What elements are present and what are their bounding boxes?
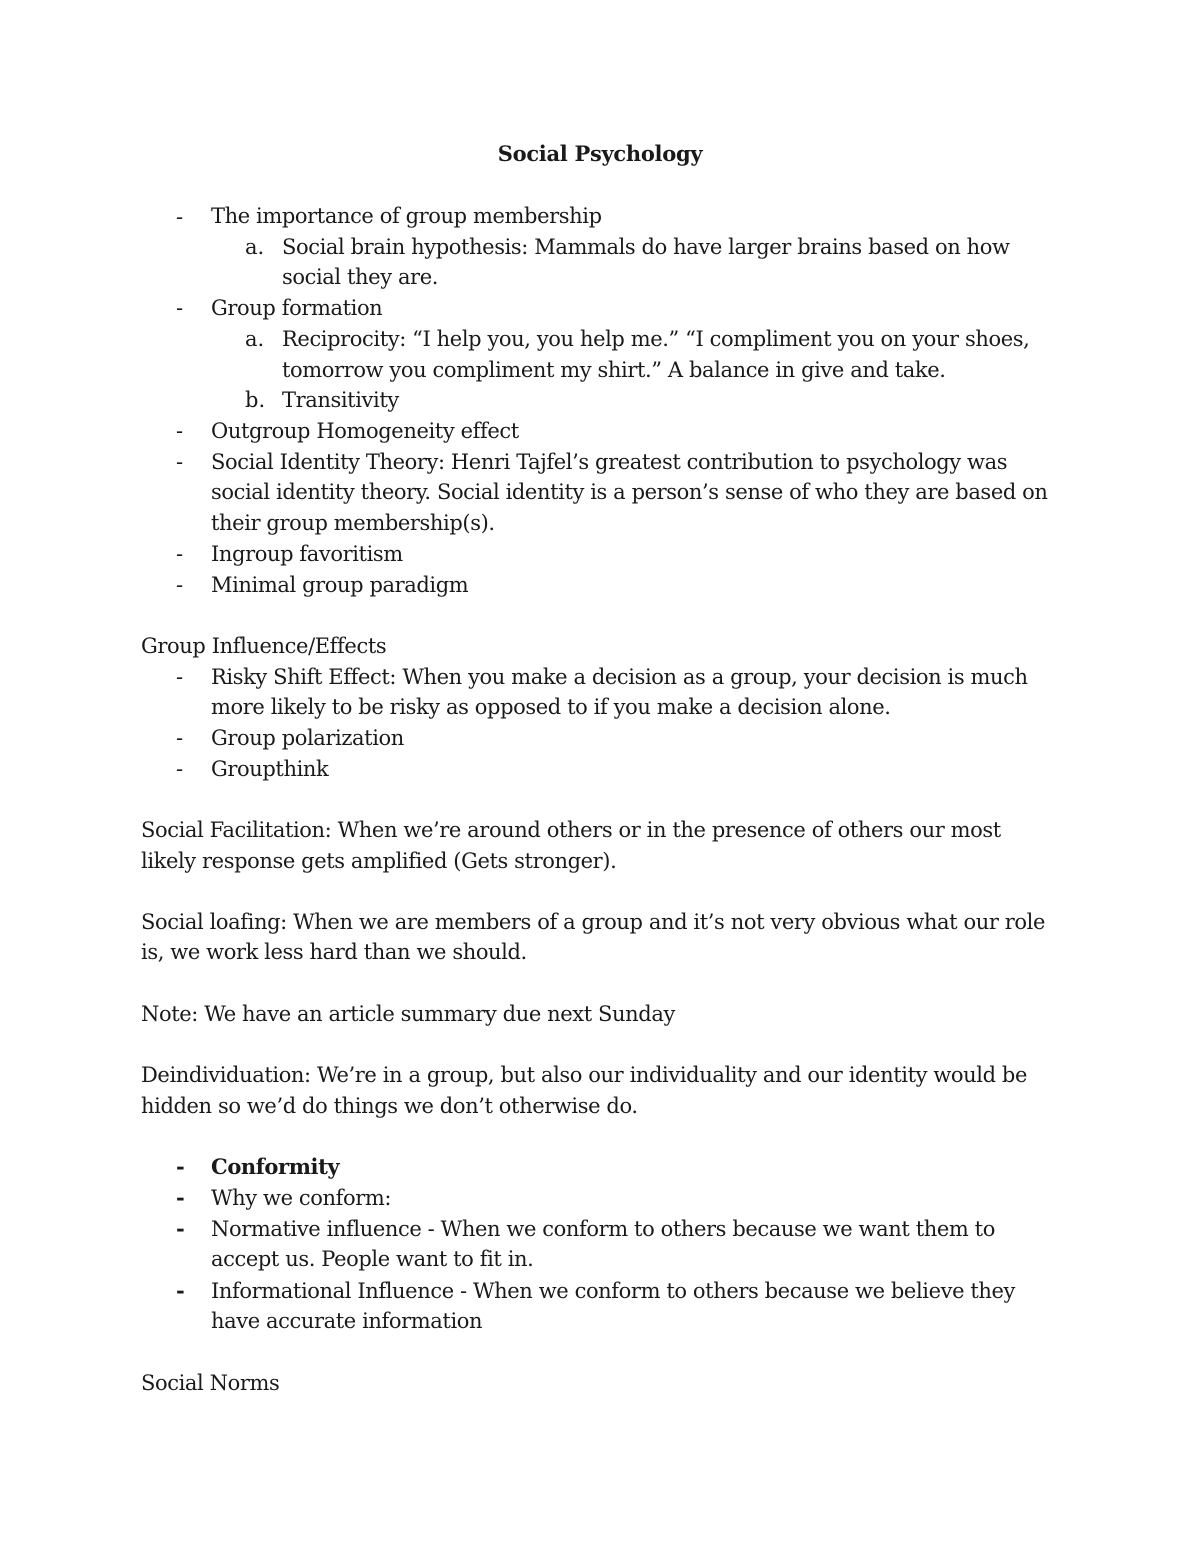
bullet-dash: - bbox=[176, 726, 184, 750]
paragraph-social-facilitation-line2: likely response gets amplified (Gets stronger). bbox=[141, 849, 617, 873]
sub-item-reciprocity-line2: tomorrow you compliment my shirt.” A balance in give and take. bbox=[282, 358, 946, 382]
bullet-dash: - bbox=[176, 1216, 185, 1241]
bullet-dash: - bbox=[176, 665, 184, 689]
list-item-conformity: Conformity bbox=[211, 1154, 340, 1179]
bullet-dash: - bbox=[176, 1278, 185, 1303]
list-item-informational-influence-line2: have accurate information bbox=[211, 1309, 483, 1333]
document-title: Social Psychology bbox=[497, 141, 703, 166]
list-item-risky-shift-line2: more likely to be risky as opposed to if you make a decision alone. bbox=[211, 695, 891, 719]
list-item-why-we-conform: Why we conform: bbox=[211, 1186, 392, 1210]
list-item-group-polarization: Group polarization bbox=[211, 726, 404, 750]
paragraph-deindividuation-line2: hidden so we’d do things we don’t otherwise do. bbox=[141, 1094, 638, 1118]
sub-item-social-brain-line2: social they are. bbox=[282, 265, 439, 289]
list-item-informational-influence-line1: Informational Influence - When we conform to others because we believe they bbox=[211, 1279, 1016, 1303]
paragraph-note: Note: We have an article summary due next Sunday bbox=[141, 1002, 675, 1026]
list-item-normative-influence-line2: accept us. People want to fit in. bbox=[211, 1247, 534, 1271]
sub-item-marker: a. bbox=[245, 235, 265, 259]
list-item-ingroup-favoritism: Ingroup favoritism bbox=[211, 542, 403, 566]
heading-group-influence: Group Influence/Effects bbox=[141, 634, 387, 658]
list-item-normative-influence-line1: Normative influence - When we conform to others because we want them to bbox=[211, 1217, 995, 1241]
bullet-dash: - bbox=[176, 757, 184, 781]
list-item-minimal-group-paradigm: Minimal group paradigm bbox=[211, 573, 469, 597]
paragraph-deindividuation-line1: Deindividuation: We’re in a group, but also our individuality and our identity would be bbox=[141, 1063, 1027, 1087]
bullet-dash: - bbox=[176, 1154, 185, 1179]
list-item-outgroup-homogeneity: Outgroup Homogeneity effect bbox=[211, 419, 519, 443]
sub-item-social-brain-line1: Social brain hypothesis: Mammals do have larger brains based on how bbox=[282, 235, 1010, 259]
sub-item-reciprocity-line1: Reciprocity: “I help you, you help me.” “I compliment you on your shoes, bbox=[282, 327, 1030, 351]
list-item-risky-shift-line1: Risky Shift Effect: When you make a decision as a group, your decision is much bbox=[211, 665, 1028, 689]
list-item-group-formation: Group formation bbox=[211, 296, 383, 320]
list-item-social-identity-line1: Social Identity Theory: Henri Tajfel’s greatest contribution to psychology was bbox=[211, 450, 1008, 474]
paragraph-social-facilitation-line1: Social Facilitation: When we’re around others or in the presence of others our most bbox=[141, 818, 1001, 842]
bullet-dash: - bbox=[176, 1185, 185, 1210]
list-item-social-identity-line3: their group membership(s). bbox=[211, 511, 495, 535]
paragraph-social-loafing-line2: is, we work less hard than we should. bbox=[141, 940, 527, 964]
bullet-dash: - bbox=[176, 542, 184, 566]
list-item-importance-group-membership: The importance of group membership bbox=[211, 204, 602, 228]
paragraph-social-loafing-line1: Social loafing: When we are members of a group and it’s not very obvious what our role bbox=[141, 910, 1045, 934]
list-item-groupthink: Groupthink bbox=[211, 757, 329, 781]
sub-item-marker: b. bbox=[245, 388, 266, 412]
sub-item-transitivity: Transitivity bbox=[282, 388, 399, 412]
bullet-dash: - bbox=[176, 205, 184, 229]
sub-item-marker: a. bbox=[245, 327, 265, 351]
list-item-social-identity-line2: social identity theory. Social identity is a person’s sense of who they are based on bbox=[211, 480, 1048, 504]
bullet-dash: - bbox=[176, 296, 184, 320]
bullet-dash: - bbox=[176, 573, 184, 597]
bullet-dash: - bbox=[176, 419, 184, 443]
bullet-dash: - bbox=[176, 450, 184, 474]
heading-social-norms: Social Norms bbox=[141, 1371, 280, 1395]
